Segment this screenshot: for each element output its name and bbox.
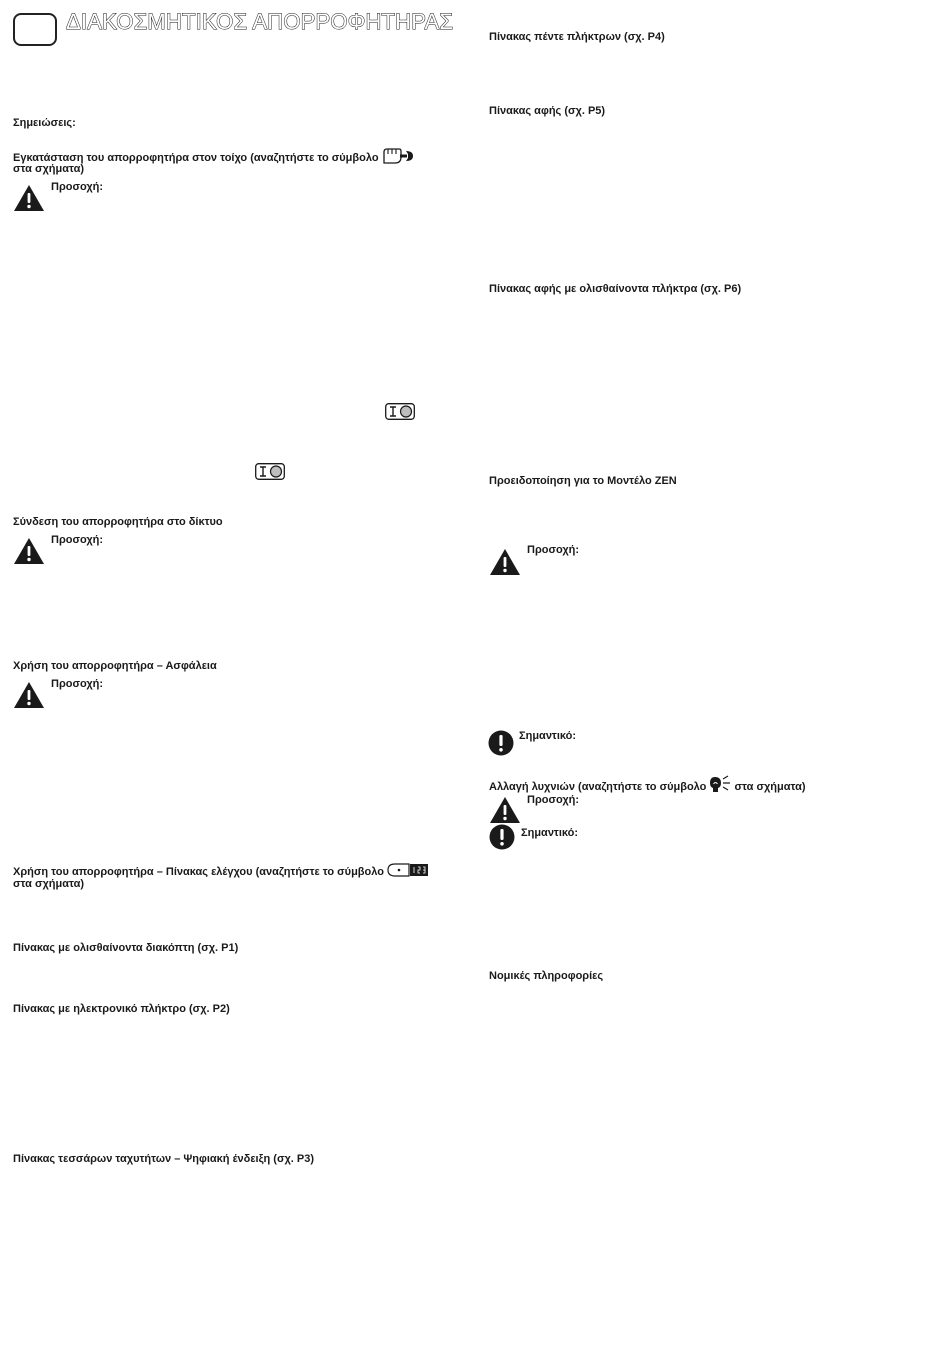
p4-heading: Πίνακας πέντε πλήκτρων (σχ. P4) — [489, 31, 665, 43]
warning-icon — [489, 548, 521, 581]
lamp-bulb-icon — [709, 775, 731, 799]
p6-heading: Πίνακας αφής με ολισθαίνοντα πλήκτρα (σχ. P6) — [489, 283, 742, 295]
lamps-heading-text: Αλλαγή λυχνιών (αναζητήστε το σύμβολο — [489, 780, 707, 793]
p5-heading: Πίνακας αφής (σχ. P5) — [489, 105, 606, 117]
control-heading-cont: στα σχήματα) — [13, 878, 85, 890]
p1-heading: Πίνακας με ολισθαίνοντα διακόπτη (σχ. P1) — [13, 942, 239, 954]
safety-heading: Χρήση του απορροφητήρα – Ασφάλεια — [13, 660, 217, 672]
notes-heading: Σημειώσεις: — [13, 117, 76, 129]
install-heading-text: Εγκατάσταση του απορροφητήρα στον τοίχο (αναζητήστε το σύμβολο — [13, 151, 379, 164]
lamps-caution-label: Προσοχή: — [527, 794, 580, 806]
install-caution-label: Προσοχή: — [51, 181, 104, 193]
safety-caution-label: Προσοχή: — [51, 678, 104, 690]
exclamation-circle-icon — [488, 730, 514, 761]
important-label-2: Σημαντικό: — [521, 827, 579, 839]
page-title: ΔΙΑΚΟΣΜΗΤΙΚΟΣ ΑΠΟΡΡΟΦΗΤΗΡΑΣ — [66, 9, 454, 34]
language-box — [13, 13, 57, 46]
warning-icon — [13, 681, 45, 714]
on-off-switch-icon — [385, 403, 415, 425]
lamps-heading-suffix: στα σχήματα) — [734, 780, 806, 793]
legal-heading: Νομικές πληροφορίες — [489, 970, 604, 982]
important-label-1: Σημαντικό: — [519, 730, 577, 742]
on-off-switch-icon — [255, 463, 285, 485]
hand-wrench-icon — [382, 147, 414, 169]
warning-icon — [13, 184, 45, 217]
warning-icon — [13, 537, 45, 570]
p2-heading: Πίνακας με ηλεκτρονικό πλήκτρο (σχ. P2) — [13, 1003, 230, 1015]
install-heading-cont: στα σχήματα) — [13, 163, 85, 175]
control-panel-icon — [387, 863, 429, 881]
connection-caution-label: Προσοχή: — [51, 534, 104, 546]
control-heading-text: Χρήση του απορροφητήρα – Πίνακας ελέγχου (αναζητήστε το σύμβολο — [13, 865, 384, 878]
exclamation-circle-icon — [489, 824, 515, 855]
connection-heading: Σύνδεση του απορροφητήρα στο δίκτυο — [13, 516, 223, 528]
zen-caution-label: Προσοχή: — [527, 544, 580, 556]
p3-heading: Πίνακας τεσσάρων ταχυτήτων – Ψηφιακή ένδειξη (σχ. P3) — [13, 1153, 315, 1165]
zen-heading: Προειδοποίηση για το Μοντέλο ZEN — [489, 475, 677, 487]
